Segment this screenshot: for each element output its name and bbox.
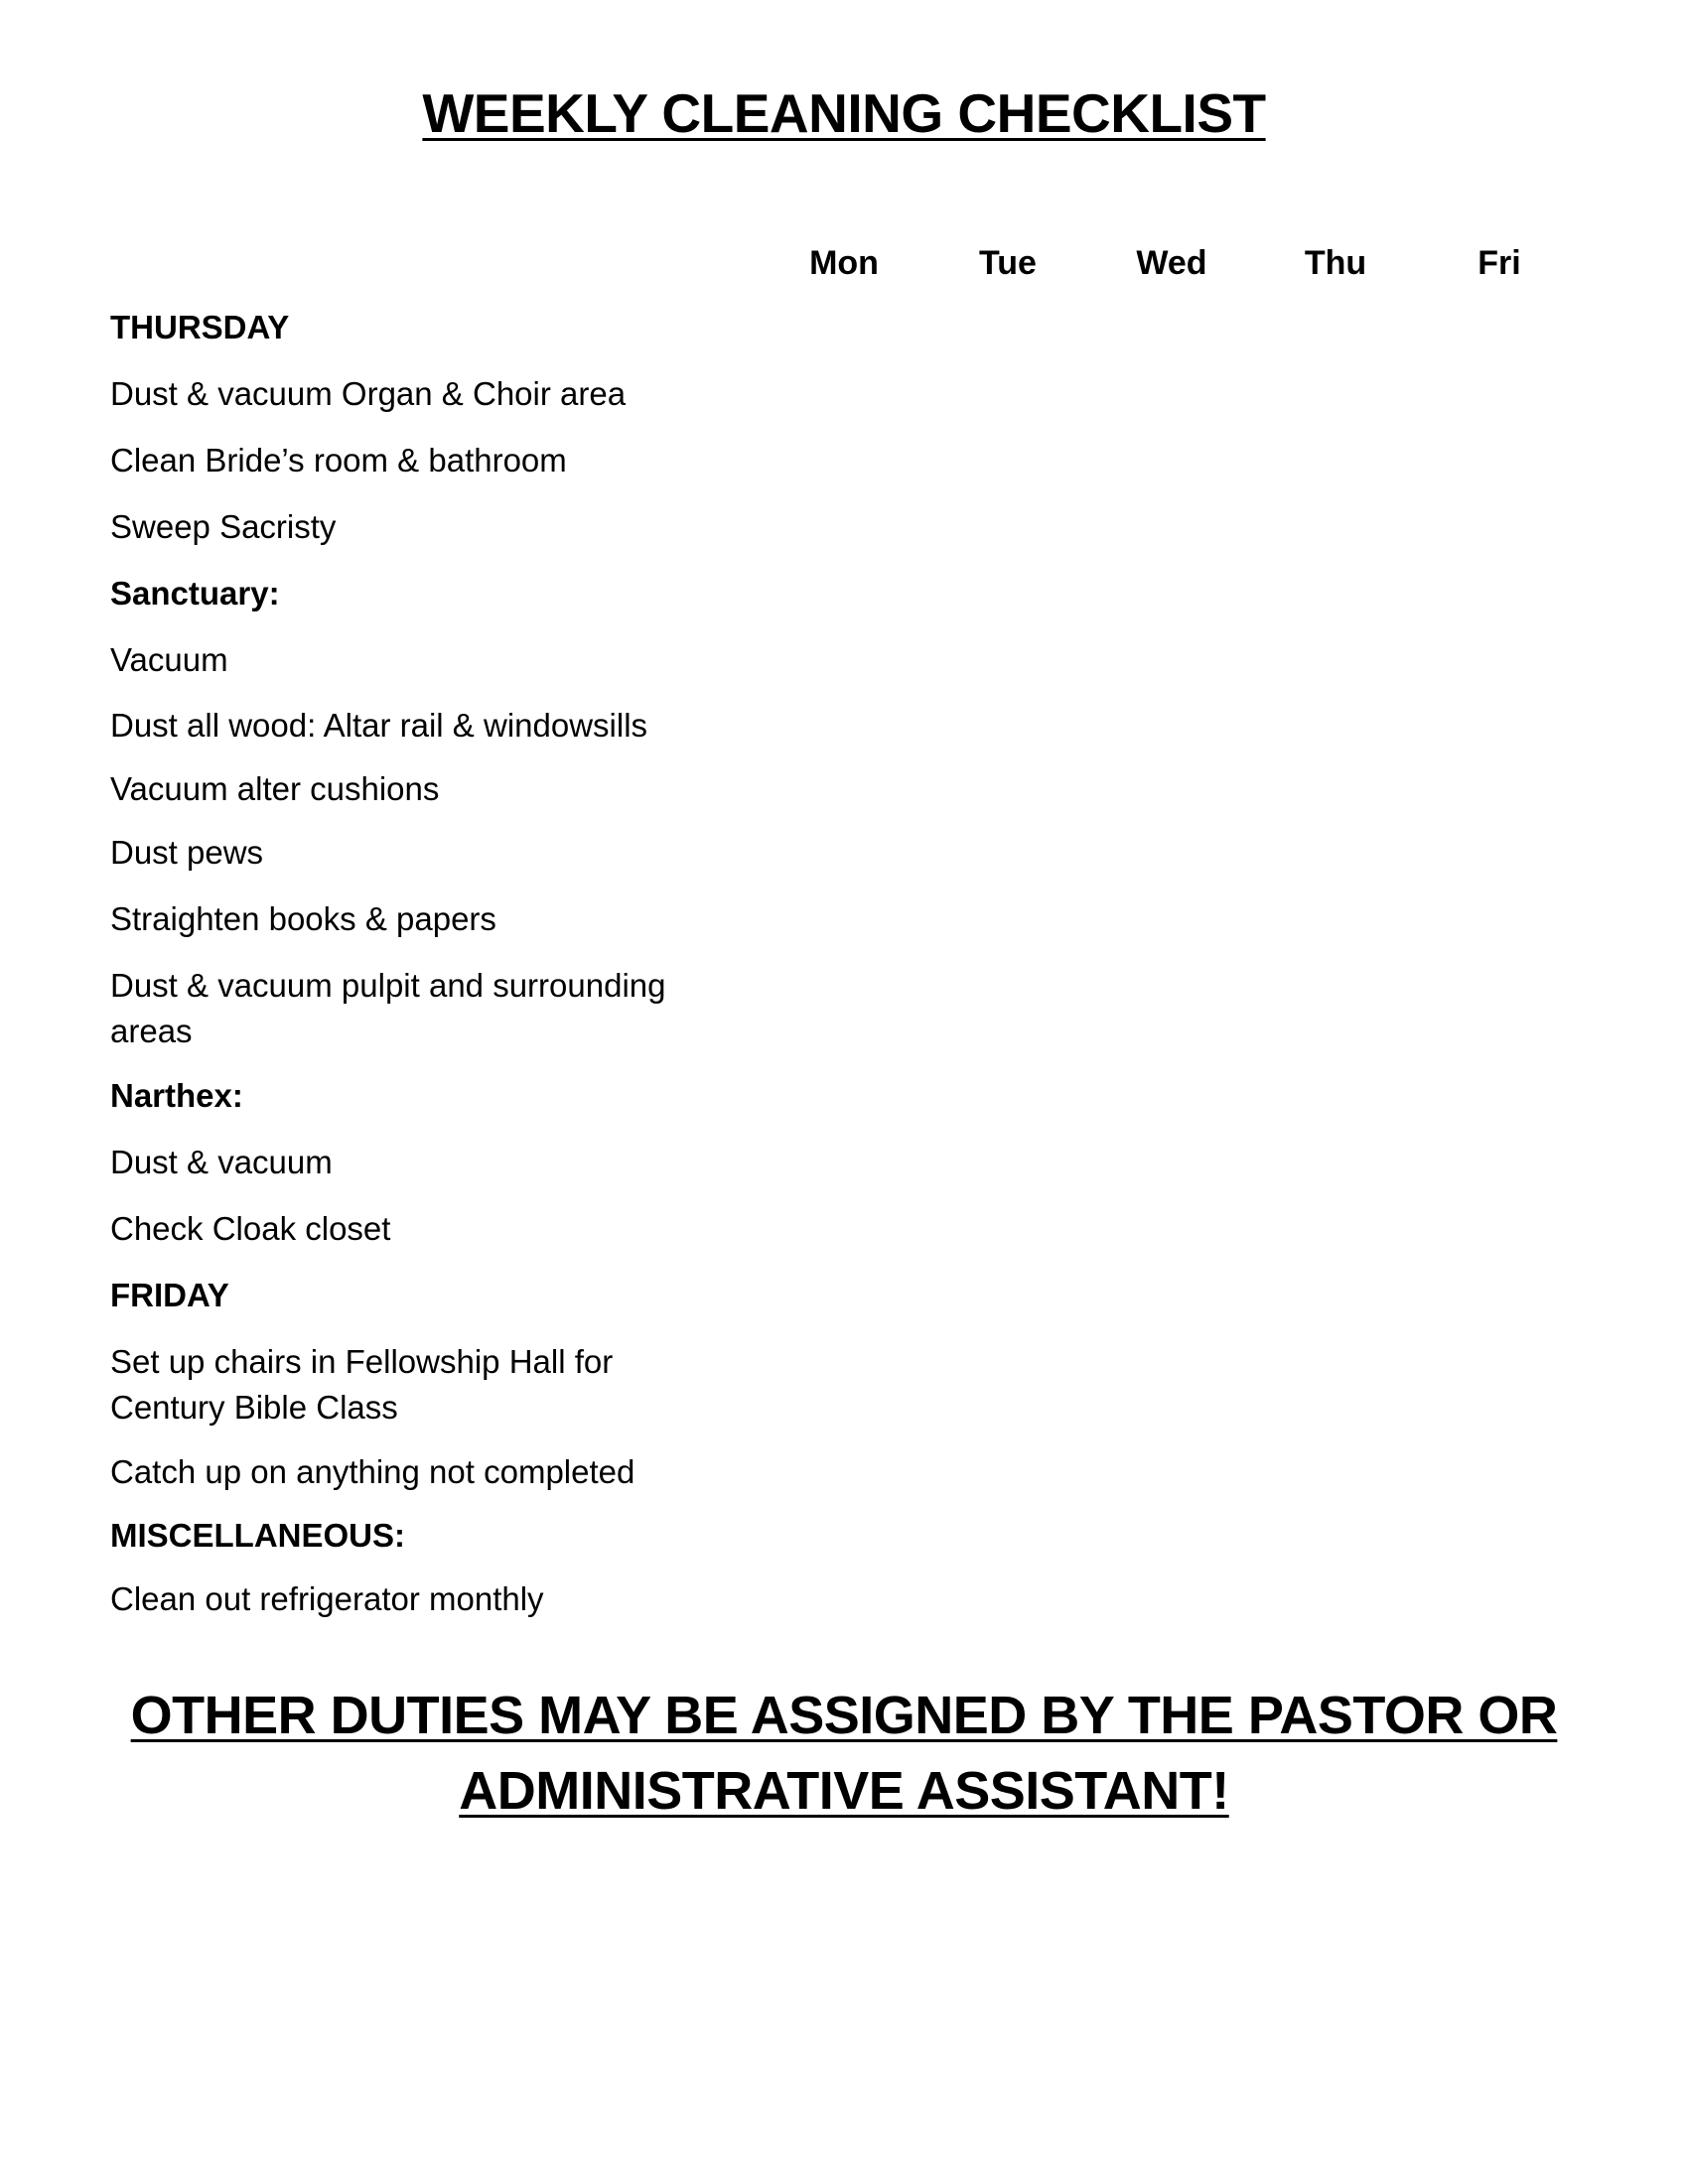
section-heading-thursday: THURSDAY bbox=[110, 309, 290, 345]
footer-notice bbox=[0, 1678, 1688, 1829]
day-header-thu: Thu bbox=[1304, 244, 1367, 282]
task-item: Dust all wood: Altar rail & windowsills bbox=[110, 707, 648, 744]
footer-notice-line-2: ADMINISTRATIVE ASSISTANT! bbox=[459, 1761, 1229, 1821]
footer-notice-line-1: OTHER DUTIES MAY BE ASSIGNED BY THE PASTOR OR bbox=[130, 1686, 1558, 1745]
day-header-tue: Tue bbox=[979, 244, 1037, 282]
task-item: Dust pews bbox=[110, 834, 264, 871]
section-heading-sanctuary: Sanctuary: bbox=[110, 575, 280, 612]
day-header-fri: Fri bbox=[1477, 244, 1521, 282]
task-item: Vacuum bbox=[110, 641, 228, 678]
task-item: Catch up on anything not completed bbox=[110, 1453, 635, 1490]
task-item: Check Cloak closet bbox=[110, 1210, 391, 1247]
task-item: Vacuum alter cushions bbox=[110, 770, 440, 807]
day-header-mon: Mon bbox=[809, 244, 879, 282]
task-item: Dust & vacuum Organ & Choir area bbox=[110, 375, 627, 412]
task-item: Dust & vacuum pulpit and surrounding areas bbox=[110, 967, 666, 1049]
task-item: Sweep Sacristy bbox=[110, 508, 337, 545]
task-item: Straighten books & papers bbox=[110, 900, 496, 937]
section-heading-friday: FRIDAY bbox=[110, 1277, 229, 1313]
day-header-wed: Wed bbox=[1136, 244, 1207, 282]
task-item: Dust & vacuum bbox=[110, 1144, 333, 1180]
section-heading-miscellaneous: MISCELLANEOUS: bbox=[110, 1517, 405, 1554]
task-item: Clean out refrigerator monthly bbox=[110, 1580, 544, 1617]
section-heading-narthex: Narthex: bbox=[110, 1077, 243, 1114]
task-item: Clean Bride’s room & bathroom bbox=[110, 442, 567, 478]
page-title: WEEKLY CLEANING CHECKLIST bbox=[422, 82, 1266, 144]
task-item: Set up chairs in Fellowship Hall for Century Bible Class bbox=[110, 1343, 614, 1426]
